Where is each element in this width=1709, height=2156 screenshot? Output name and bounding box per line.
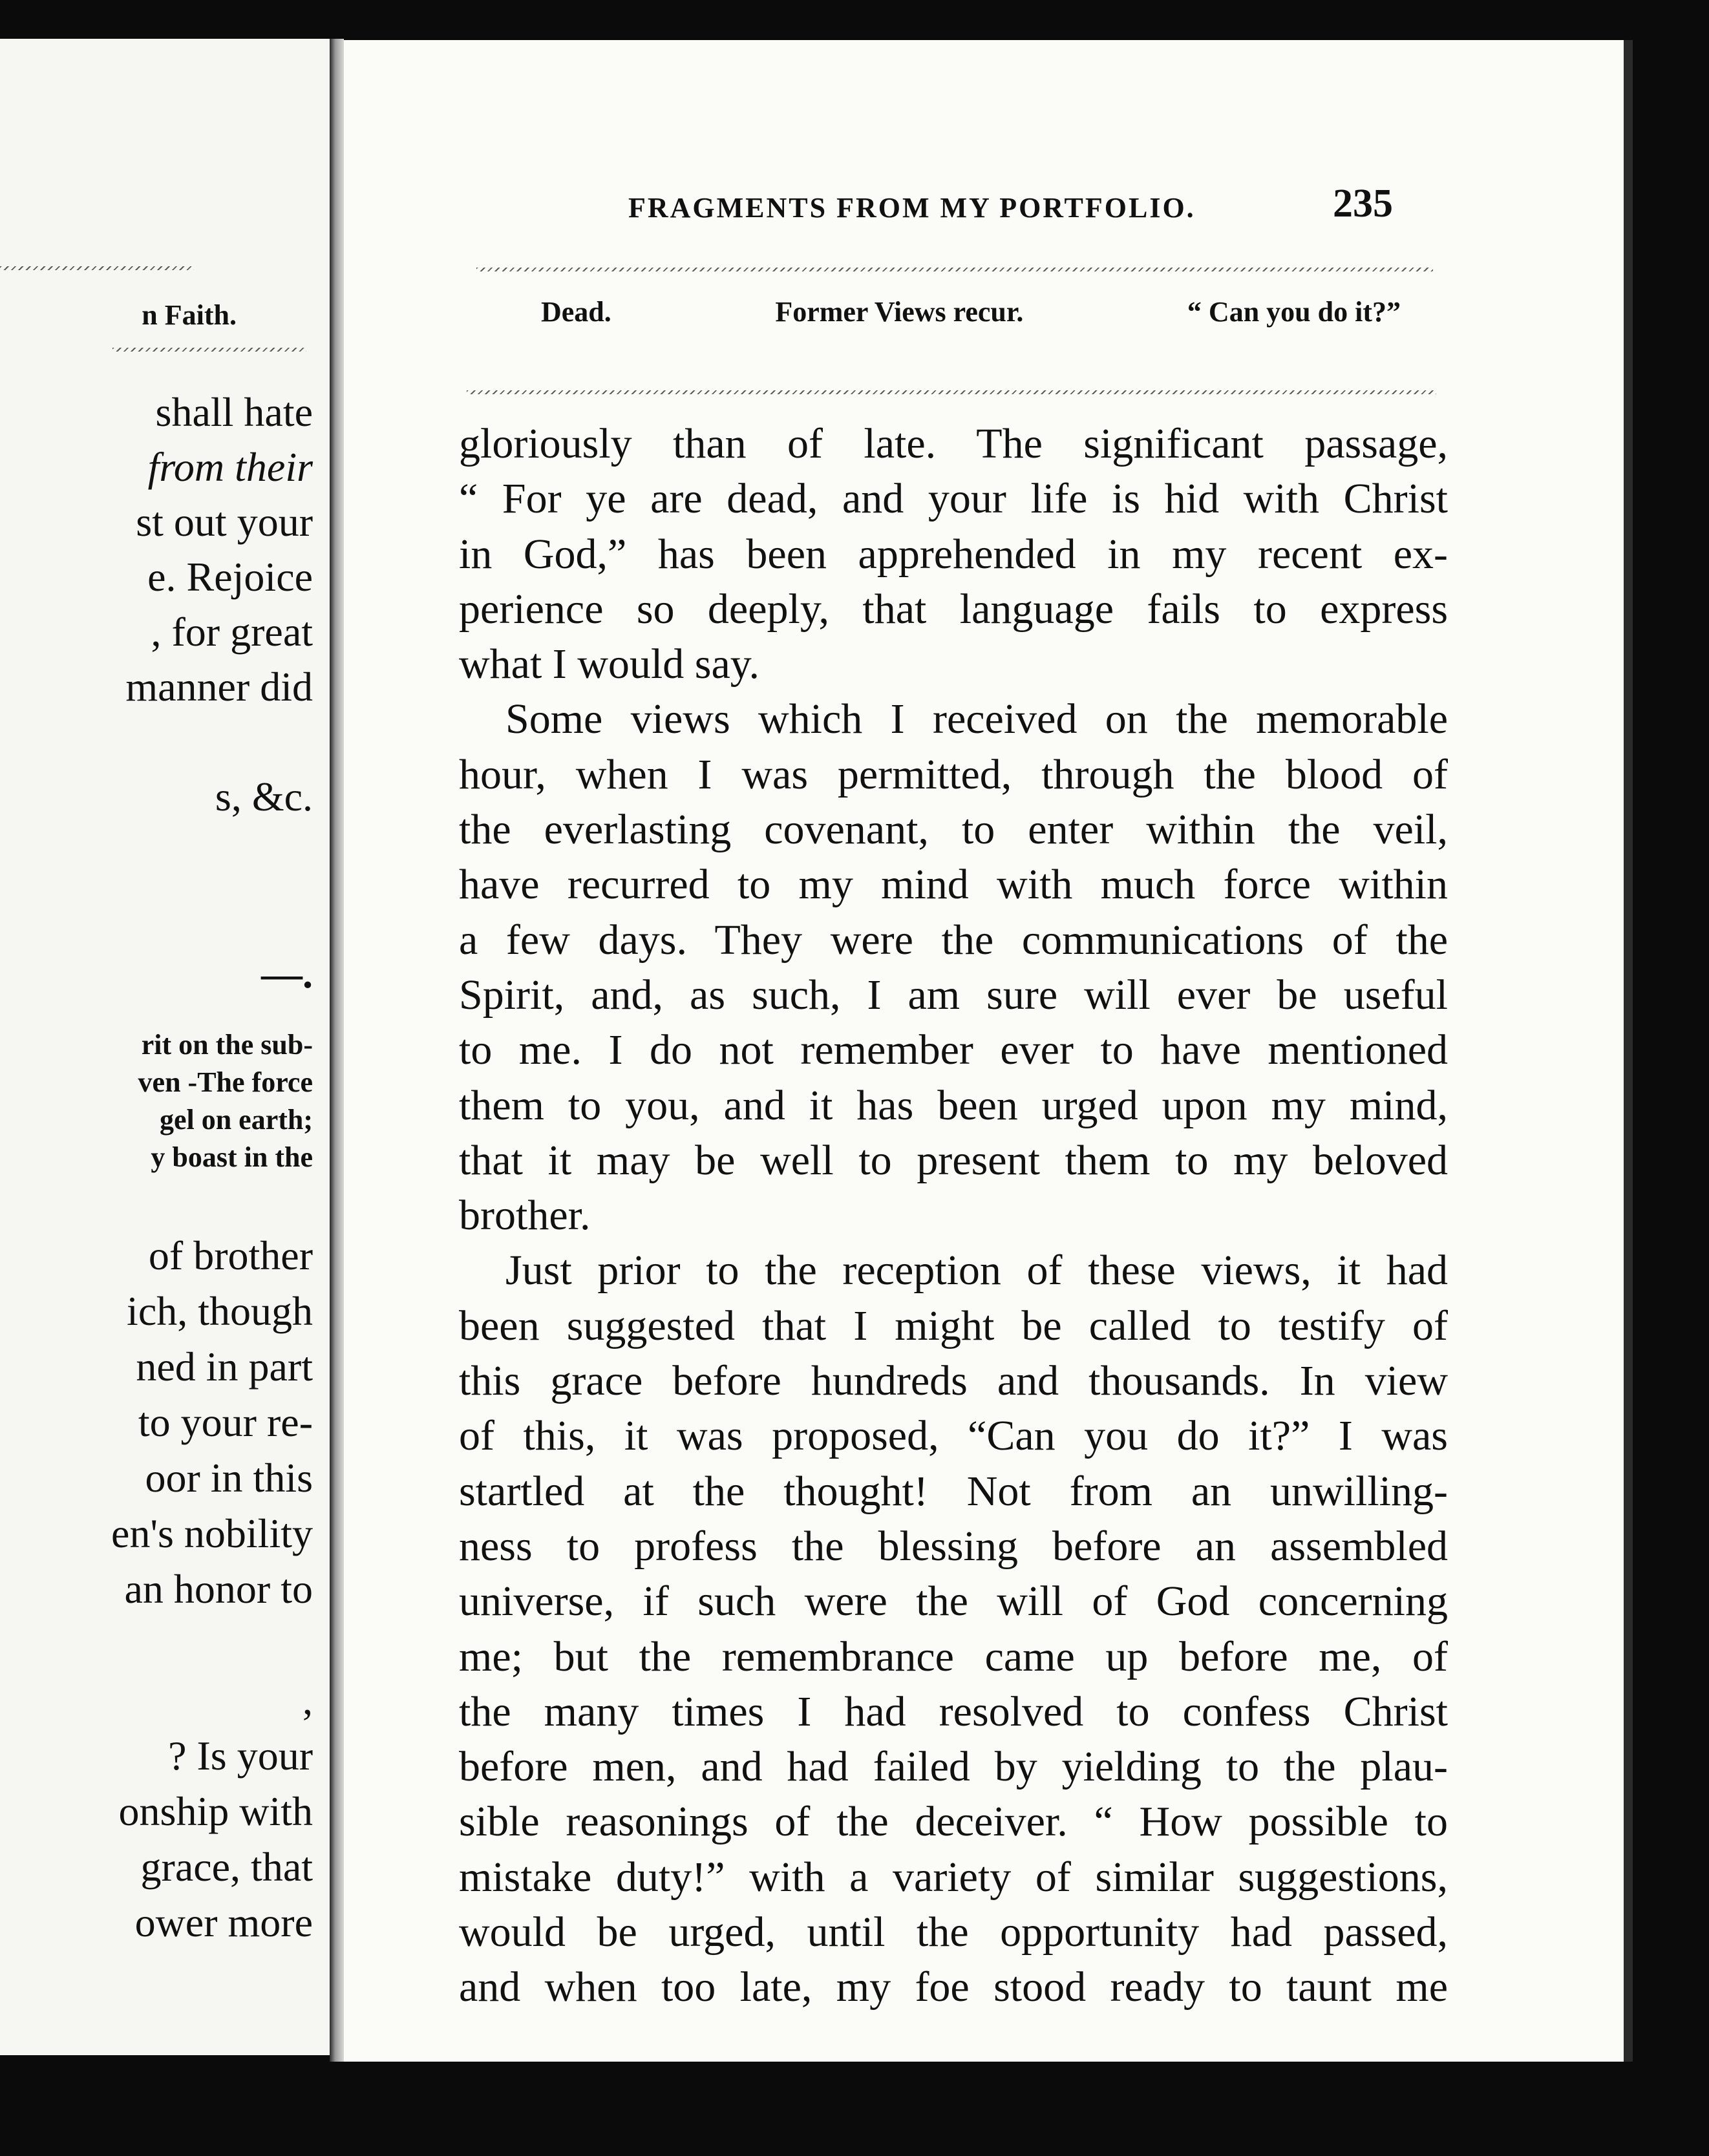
left-note-line: rit on the sub- — [141, 1029, 313, 1061]
body-line: mistake duty!” with a variety of similar suggestions, — [459, 1853, 1448, 1901]
left-page-line: ich, though — [127, 1288, 313, 1334]
body-line: universe, if such were the will of God concerning — [459, 1578, 1448, 1625]
left-lines-b — [111, 1228, 313, 1950]
body-line: Just prior to the reception of these views, it had — [505, 1247, 1448, 1295]
left-note-line: ven -The force — [138, 1066, 313, 1098]
left-page-line: ned in part — [136, 1344, 313, 1390]
body-line: been suggested that I might be called to testify of — [459, 1302, 1448, 1349]
left-page-line: manner did — [125, 664, 313, 710]
body-line: startled at the thought! Not from an unwilling- — [459, 1467, 1448, 1515]
left-note-line: y boast in the — [151, 1141, 313, 1173]
body-line: would be urged, until the opportunity had passed, — [459, 1908, 1448, 1956]
body-text — [459, 416, 1448, 2015]
header-rule-top — [476, 268, 1433, 271]
body-line: brother. — [459, 1192, 591, 1240]
left-page-line: st out your — [136, 499, 313, 545]
body-line: the many times I had resolved to confess Christ — [459, 1687, 1448, 1735]
left-page-line: , — [303, 1677, 313, 1723]
left-page-line: e. Rejoice — [147, 554, 313, 600]
left-page-line: of brother — [148, 1232, 313, 1278]
body-line: gloriously than of late. The significant passage, — [459, 420, 1448, 467]
left-page — [0, 39, 330, 2055]
body-line: have recurred to my mind with much force within — [459, 861, 1448, 909]
left-page-line: grace, that — [140, 1844, 313, 1890]
body-line: me; but the remembrance came up before me, of — [459, 1633, 1448, 1680]
body-line: a few days. They were the communications of the — [459, 916, 1448, 964]
left-page-line: en's nobility — [111, 1510, 313, 1556]
sidenote-former-views: Former Views recur. — [775, 296, 1024, 328]
body-line: what I would say. — [459, 640, 759, 688]
left-page-line: onship with — [118, 1788, 313, 1834]
body-line: of this, it was proposed, “Can you do it?” I was — [459, 1412, 1448, 1460]
left-rule-top — [0, 266, 194, 270]
body-line: them to you, and it has been urged upon my mind, — [459, 1081, 1448, 1129]
left-page-line: , for great — [151, 609, 313, 655]
left-note-line: gel on earth; — [159, 1104, 313, 1136]
body-line: that it may be well to present them to my beloved — [459, 1136, 1448, 1184]
body-line: sible reasonings of the deceiver. “ How possible to — [459, 1798, 1448, 1846]
right-page — [344, 40, 1633, 2062]
left-page-line: to your re- — [138, 1399, 313, 1445]
sidenote-can-you-do-it: “ Can you do it?” — [1187, 296, 1401, 328]
sidenotes — [541, 295, 1401, 328]
left-page-line: an honor to — [124, 1566, 313, 1612]
left-page-line: ower more — [134, 1899, 313, 1945]
body-line: ness to profess the blessing before an assembled — [459, 1522, 1448, 1570]
running-head: FRAGMENTS FROM MY PORTFOLIO. — [628, 192, 1196, 224]
book-gutter — [330, 39, 344, 2062]
left-page-line: s, &c. — [215, 774, 313, 819]
left-page-line: oor in this — [145, 1455, 313, 1501]
body-line: in God,” has been apprehended in my recent ex- — [459, 530, 1448, 578]
left-page-line: from their — [147, 444, 313, 490]
left-caption: n Faith. — [142, 299, 237, 331]
left-page-line — [111, 1617, 313, 1673]
left-page-line: shall hate — [155, 389, 313, 435]
page-number: 235 — [1333, 182, 1393, 226]
header-rule-bottom — [467, 390, 1436, 394]
body-line: Some views which I received on the memorable — [505, 695, 1448, 743]
body-line: the everlasting covenant, to enter within the veil, — [459, 806, 1448, 854]
left-page-line — [125, 714, 313, 769]
left-notes — [138, 1026, 313, 1176]
body-line: this grace before hundreds and thousands. In view — [459, 1357, 1448, 1405]
body-line: before men, and had failed by yielding to the plau- — [459, 1743, 1448, 1791]
left-lines-a — [125, 385, 313, 824]
left-dash: —. — [261, 951, 313, 997]
left-rule-bottom — [112, 348, 306, 352]
body-line: hour, when I was permitted, through the blood of — [459, 750, 1448, 798]
body-line: “ For ye are dead, and your life is hid with Christ — [459, 475, 1448, 523]
body-line: to me. I do not remember ever to have mentioned — [459, 1026, 1448, 1074]
body-line: and when too late, my foe stood ready to taunt me — [459, 1963, 1448, 2011]
body-line: perience so deeply, that language fails to express — [459, 585, 1448, 633]
body-line: Spirit, and, as such, I am sure will ever be useful — [459, 971, 1448, 1019]
left-page-line: ? Is your — [168, 1733, 313, 1779]
sidenote-dead: Dead. — [541, 296, 611, 328]
